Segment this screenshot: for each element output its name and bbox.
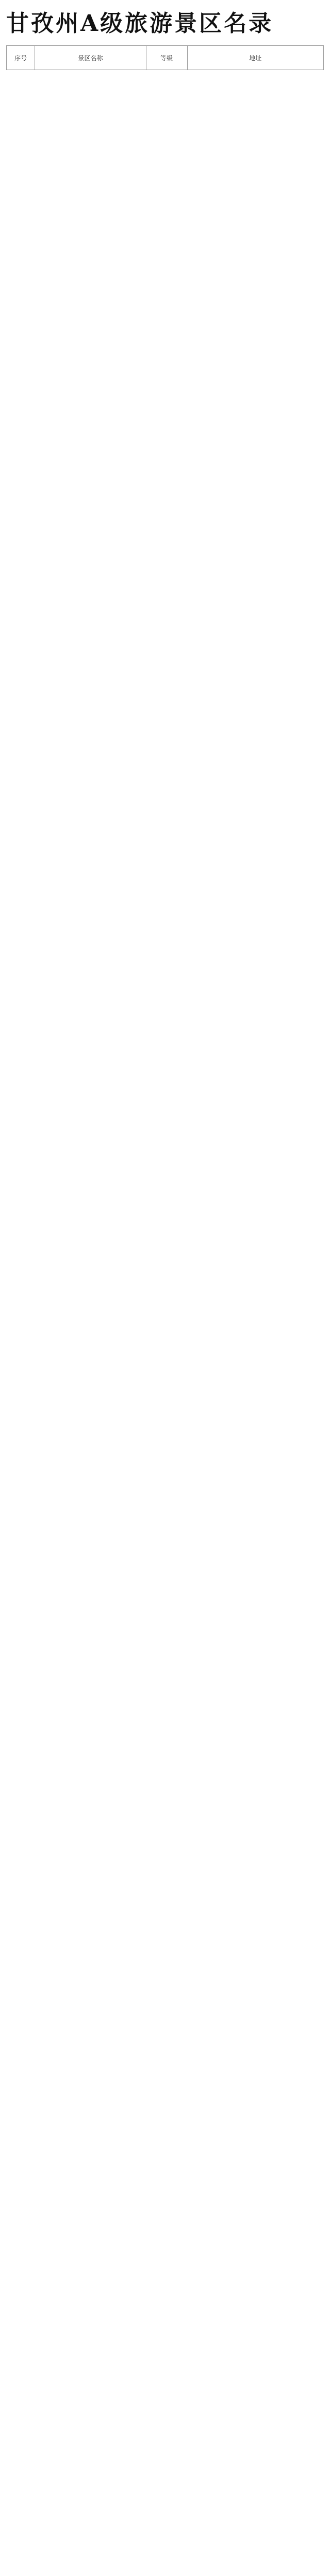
column-header-level: 等级 <box>146 46 187 70</box>
header-row <box>7 46 324 70</box>
page-title: 甘孜州A级旅游景区名录 <box>6 10 274 37</box>
column-header-address: 地址 <box>187 46 323 70</box>
scenic-area-table <box>6 45 324 70</box>
table-header <box>7 46 324 70</box>
column-header-no: 序号 <box>7 46 35 70</box>
page <box>0 0 330 80</box>
column-header-name: 景区名称 <box>35 46 146 70</box>
